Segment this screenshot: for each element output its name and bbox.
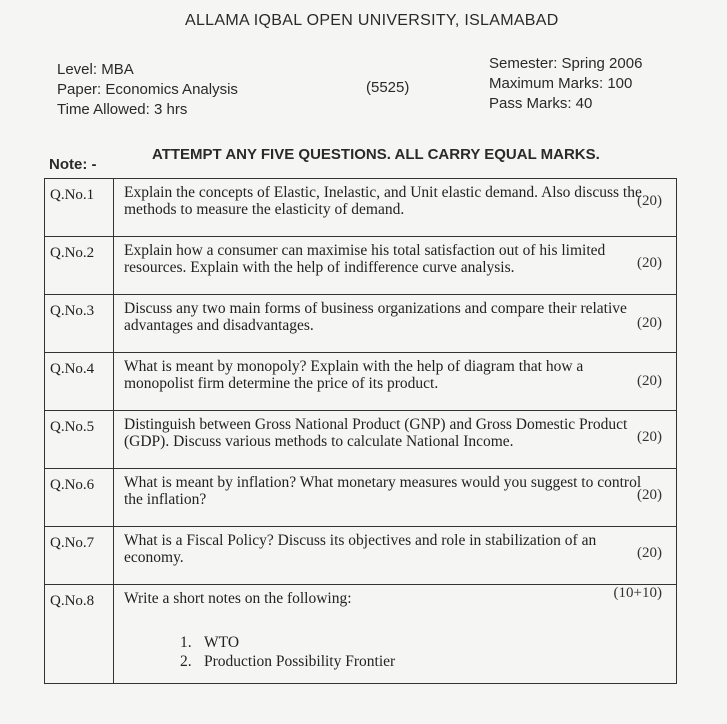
list-item-text: WTO	[204, 634, 240, 651]
pass-marks-line: Pass Marks: 40	[489, 95, 593, 112]
university-title: ALLAMA IQBAL OPEN UNIVERSITY, ISLAMABAD	[185, 12, 559, 29]
question-row	[45, 469, 676, 527]
question-row	[45, 179, 676, 237]
question-text: What is meant by inflation? What monetary measures would you suggest to control the inflation?	[124, 474, 642, 508]
question-text: Explain the concepts of Elastic, Inelastic, and Unit elastic demand. Also discuss the methods to measure the elasticity of demand.	[124, 184, 642, 218]
sub-question-list	[180, 633, 395, 671]
question-number: Q.No.1	[45, 179, 114, 236]
question-number: Q.No.6	[45, 469, 114, 526]
question-text: What is a Fiscal Policy? Discuss its objectives and role in stabilization of an economy.	[124, 532, 597, 566]
paper-info	[57, 60, 238, 120]
question-marks: (10+10)	[613, 585, 662, 601]
question-row	[45, 295, 676, 353]
paper-line: Paper: Economics Analysis	[57, 81, 238, 98]
course-code: (5525)	[366, 79, 410, 96]
question-marks: (20)	[637, 429, 662, 445]
question-marks: (20)	[637, 315, 662, 331]
question-text: Distinguish between Gross National Product (GNP) and Gross Domestic Product (GDP). Discuss various methods to calculate National Income.	[124, 416, 628, 450]
question-text: Explain how a consumer can maximise his total satisfaction out of his limited resources. Explain with the help of indifference curve analysis.	[124, 242, 606, 276]
question-marks: (20)	[637, 255, 662, 271]
level-line: Level: MBA	[57, 61, 134, 78]
questions-table	[44, 178, 677, 684]
list-item-text: Production Possibility Frontier	[204, 653, 396, 670]
question-row	[45, 585, 676, 683]
max-marks-line: Maximum Marks: 100	[489, 75, 633, 92]
list-item-number: 2.	[180, 653, 192, 670]
question-number: Q.No.4	[45, 353, 114, 410]
semester-line: Semester: Spring 2006	[489, 55, 643, 72]
question-row	[45, 411, 676, 469]
question-text: What is meant by monopoly? Explain with the help of diagram that how a monopolist firm determine the price of its product.	[124, 358, 584, 392]
exam-details	[489, 54, 642, 114]
question-row	[45, 237, 676, 295]
question-marks: (20)	[637, 487, 662, 503]
list-item	[180, 633, 395, 652]
question-text: Write a short notes on the following:	[124, 590, 352, 607]
question-number: Q.No.2	[45, 237, 114, 294]
question-marks: (20)	[637, 193, 662, 209]
list-item	[180, 652, 395, 671]
question-number: Q.No.7	[45, 527, 114, 584]
question-row	[45, 527, 676, 585]
question-number: Q.No.5	[45, 411, 114, 468]
instruction: ATTEMPT ANY FIVE QUESTIONS. ALL CARRY EQUAL MARKS.	[152, 146, 600, 163]
time-line: Time Allowed: 3 hrs	[57, 101, 188, 118]
question-number: Q.No.3	[45, 295, 114, 352]
note-label: Note: -	[49, 156, 97, 173]
question-text: Discuss any two main forms of business organizations and compare their relative advantages and disadvantages.	[124, 300, 627, 334]
list-item-number: 1.	[180, 634, 192, 651]
question-number: Q.No.8	[45, 585, 114, 683]
question-row	[45, 353, 676, 411]
question-marks: (20)	[637, 373, 662, 389]
question-marks: (20)	[637, 545, 662, 561]
